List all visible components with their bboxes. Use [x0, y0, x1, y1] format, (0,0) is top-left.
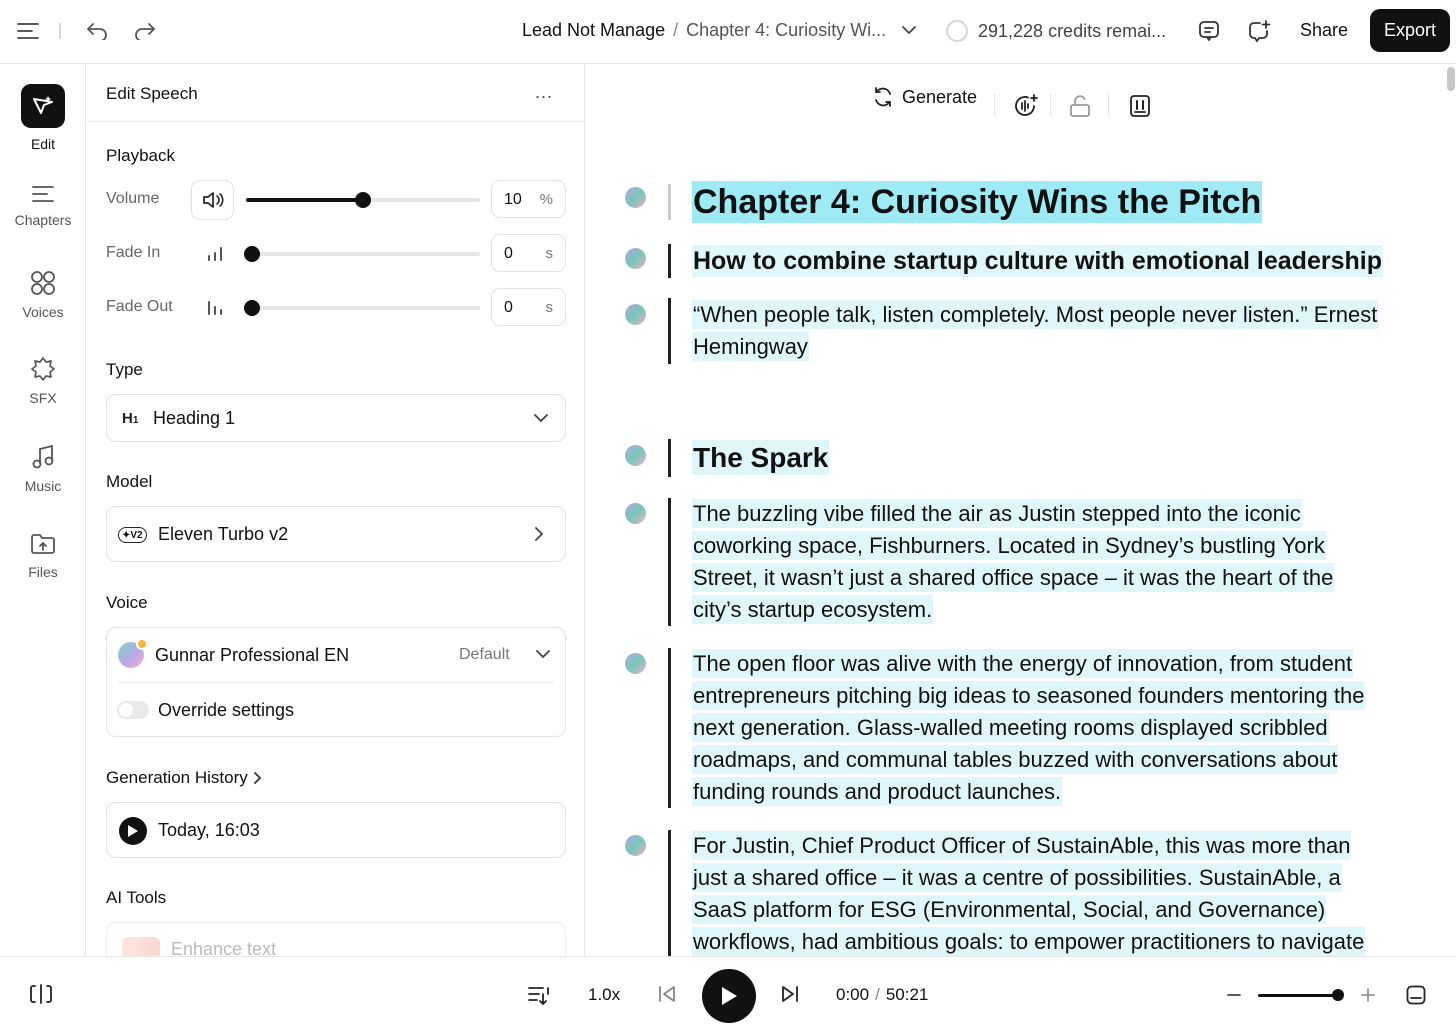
current-time: 0:00	[836, 985, 870, 1004]
voice-avatar	[118, 642, 144, 668]
chevron-right-icon	[535, 527, 544, 541]
zoom-in-icon[interactable]	[1358, 983, 1378, 1007]
regenerate-icon	[872, 86, 894, 108]
chapter-title: Chapter 4: Curiosity Wins the Pitch	[693, 183, 1262, 221]
credits-text: 291,228 credits remai...	[978, 20, 1167, 41]
fade-in-slider[interactable]	[246, 252, 480, 256]
voice-card	[106, 627, 566, 737]
type-heading: Type	[106, 360, 143, 379]
paragraph-text: The open floor was alive with the energy of innovation, from student entrepreneurs pitching big ideas to seasoned founders mentoring the next generation. Glass-walled meeting rooms displayed scribbled roadmaps, and communal tables buzzed with conversations about funding rounds and product launches.	[693, 651, 1365, 804]
fade-in-slider-handle[interactable]	[244, 246, 260, 262]
unlock-icon[interactable]	[1066, 92, 1094, 120]
left-rail	[0, 64, 86, 956]
folder-upload-icon	[30, 532, 56, 556]
breadcrumb	[522, 20, 916, 41]
history-item[interactable]	[106, 802, 566, 858]
speaker-icon	[202, 191, 224, 209]
fade-out-row	[106, 288, 566, 328]
block-marker	[668, 830, 671, 956]
type-select[interactable]	[106, 394, 566, 442]
heading-badge: H	[122, 410, 133, 427]
volume-row	[106, 180, 566, 220]
divider	[118, 682, 554, 683]
fade-in-value: 0	[504, 245, 513, 262]
block-marker	[668, 439, 671, 477]
chevron-down-icon	[534, 414, 548, 423]
zoom-slider-handle[interactable]	[1332, 989, 1344, 1001]
voice-avatar[interactable]	[625, 187, 646, 208]
fade-out-slider-handle[interactable]	[244, 300, 260, 316]
volume-input[interactable]	[491, 180, 566, 218]
model-version-badge: ✦ V2	[118, 527, 147, 543]
credits-indicator[interactable]	[946, 20, 1166, 42]
credits-ring-icon	[946, 20, 968, 42]
model-value: Eleven Turbo v2	[158, 524, 289, 544]
chevron-down-icon[interactable]	[902, 26, 916, 35]
list-icon	[31, 184, 55, 204]
fade-in-icon	[206, 244, 226, 264]
generation-history-heading: Generation History	[106, 768, 248, 787]
volume-label: Volume	[106, 190, 160, 207]
block-marker	[668, 244, 671, 278]
editor-scrollbar[interactable]	[1447, 67, 1455, 91]
play-button[interactable]	[702, 969, 756, 1023]
fade-in-label: Fade In	[106, 244, 161, 261]
fade-out-unit: s	[545, 299, 553, 316]
paragraph-text: The buzzling vibe filled the air as Justin stepped into the iconic coworking space, Fishburners. Located in Sydney’s bustling York Street, it wasn’t just a shared office space – it was the heart of the city’s startup ecosystem.	[693, 501, 1334, 622]
generate-button[interactable]	[872, 86, 977, 108]
play-icon[interactable]	[119, 817, 147, 845]
redo-icon[interactable]	[132, 18, 158, 44]
history-item-time: Today, 16:03	[158, 820, 260, 840]
block-marker	[668, 184, 671, 220]
skip-back-icon[interactable]	[656, 983, 678, 1005]
chevron-right-icon	[254, 772, 262, 784]
rail-item-files[interactable]	[0, 532, 86, 580]
generation-history-link[interactable]	[106, 768, 262, 788]
subtitle-text: How to combine startup culture with emotional leadership	[693, 247, 1382, 275]
rail-label: Chapters	[14, 212, 72, 228]
fade-in-unit: s	[545, 245, 553, 262]
player-bar	[0, 956, 1456, 1028]
volume-value: 10	[504, 191, 522, 208]
more-options-icon[interactable]: ...	[535, 82, 554, 102]
volume-unit: %	[539, 191, 553, 208]
captions-icon[interactable]	[1404, 983, 1428, 1007]
undo-icon[interactable]	[84, 18, 110, 44]
volume-slider[interactable]	[246, 198, 480, 202]
paragraph-text: For Justin, Chief Product Officer of SustainAble, this was more than just a shared office – it was a centre of possibilities. SustainAble, a SaaS platform for ESG (Environmental, Social, and Governance) workflows, had ambitious goals: to empower practitioners to navigate	[693, 833, 1365, 954]
ai-tools-heading: AI Tools	[106, 888, 167, 907]
voice-avatar[interactable]	[625, 503, 646, 524]
zoom-slider[interactable]	[1258, 994, 1338, 997]
zoom-out-icon[interactable]	[1224, 983, 1244, 1007]
toolbar-divider	[58, 22, 62, 40]
total-time: 50:21	[885, 985, 929, 1004]
feedback-icon[interactable]	[1246, 18, 1272, 44]
type-value: Heading 1	[153, 408, 236, 428]
playback-speed[interactable]: 1.0x	[588, 985, 621, 1004]
rail-label: SFX	[29, 390, 57, 406]
speaker-button[interactable]	[191, 180, 234, 220]
rail-item-voices[interactable]	[0, 270, 86, 320]
section-heading: The Spark	[693, 442, 829, 473]
block-marker	[668, 298, 671, 364]
edit-speech-panel	[87, 64, 585, 956]
play-icon	[719, 985, 739, 1007]
fade-out-slider[interactable]	[246, 306, 480, 310]
rail-label: Files	[28, 564, 58, 580]
rail-label: Voices	[22, 304, 64, 320]
voice-avatar[interactable]	[625, 248, 646, 269]
model-select[interactable]	[106, 506, 566, 562]
rail-item-edit[interactable]	[0, 84, 86, 152]
playback-heading: Playback	[106, 146, 175, 165]
block-marker	[668, 648, 671, 808]
voice-avatar[interactable]	[625, 653, 646, 674]
rail-label: Edit	[30, 136, 56, 152]
rail-item-music[interactable]	[0, 444, 86, 494]
heading-badge-sub: 1	[132, 415, 139, 426]
top-bar	[0, 0, 1456, 64]
fade-out-label: Fade Out	[106, 298, 173, 315]
fade-out-value: 0	[504, 299, 513, 316]
menu-icon[interactable]	[16, 20, 40, 42]
breadcrumb-separator: /	[673, 20, 679, 40]
music-icon	[31, 444, 55, 470]
editor-canvas	[586, 64, 1456, 956]
paragraph-text: “When people talk, listen completely. Most people never listen.” Ernest Hemingway	[693, 302, 1378, 359]
chapter-marker-icon[interactable]	[1126, 92, 1154, 120]
chevron-down-icon[interactable]	[536, 650, 550, 659]
enhance-icon	[122, 937, 160, 956]
panel-header	[87, 64, 585, 122]
voice-avatar[interactable]	[625, 304, 646, 325]
volume-slider-fill	[246, 198, 363, 202]
panel-title: Edit Speech	[106, 84, 198, 103]
model-heading: Model	[106, 472, 153, 491]
rail-item-chapters[interactable]	[0, 184, 86, 228]
volume-slider-handle[interactable]	[355, 192, 371, 208]
toggle-sidebar-icon[interactable]	[28, 981, 54, 1007]
voice-default-tag: Default	[459, 646, 510, 663]
toolbar-divider	[1108, 94, 1109, 116]
add-audio-icon[interactable]	[1012, 92, 1040, 120]
voices-icon	[30, 270, 56, 296]
block-marker	[668, 498, 671, 626]
fade-in-row	[106, 234, 566, 274]
generate-label: Generate	[902, 86, 978, 107]
fade-out-input[interactable]	[491, 288, 566, 326]
override-settings-label: Override settings	[158, 700, 295, 720]
edit-wand-icon	[21, 84, 65, 128]
verified-badge-icon	[136, 638, 148, 650]
heading-icon	[122, 410, 138, 427]
fade-out-icon	[206, 298, 226, 318]
toolbar-divider	[1050, 94, 1051, 116]
chapter-name[interactable]: Chapter 4: Curiosity Wi...	[686, 20, 887, 40]
comment-icon[interactable]	[1197, 19, 1221, 43]
playlist-icon[interactable]	[526, 983, 552, 1007]
export-button[interactable]: Export	[1370, 9, 1450, 52]
playback-time	[836, 985, 928, 1005]
override-settings-toggle[interactable]	[117, 701, 149, 719]
voice-heading: Voice	[106, 593, 148, 612]
rail-item-sfx[interactable]	[0, 356, 86, 406]
share-button[interactable]: Share	[1300, 20, 1349, 40]
time-separator: /	[875, 985, 880, 1004]
enhance-text-button[interactable]	[106, 922, 566, 956]
voice-avatar[interactable]	[625, 835, 646, 856]
editor-toolbar	[586, 84, 1456, 124]
voice-avatar[interactable]	[625, 445, 646, 466]
rail-label: Music	[24, 478, 62, 494]
fade-in-input[interactable]	[491, 234, 566, 272]
toolbar-divider	[994, 94, 995, 116]
skip-forward-icon[interactable]	[779, 983, 801, 1005]
enhance-text-label: Enhance text	[171, 939, 277, 956]
project-name[interactable]: Lead Not Manage	[522, 20, 666, 40]
sfx-icon	[30, 356, 56, 382]
voice-name[interactable]: Gunnar Professional EN	[155, 645, 350, 665]
